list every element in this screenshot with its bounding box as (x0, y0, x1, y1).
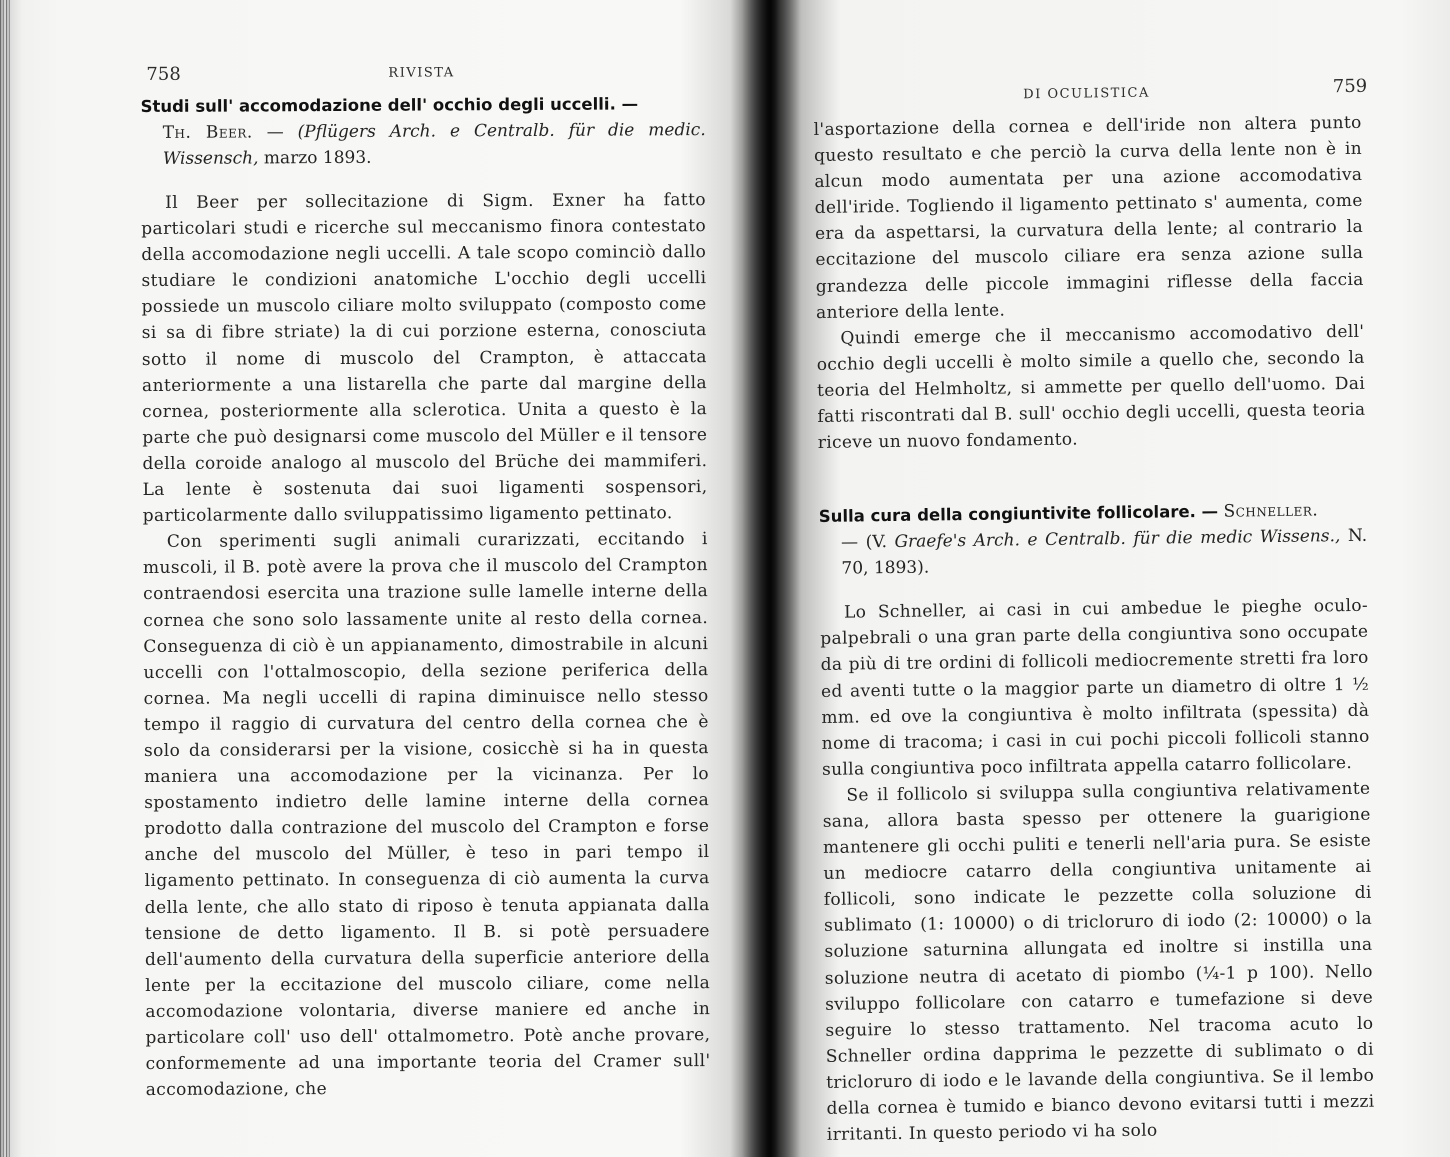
left-article-source: (Pflügers Arch. e Centralb. für die medic. Wissensch, (162, 120, 706, 169)
left-page (140, 0, 711, 1103)
right-page-number: 759 (1332, 75, 1368, 98)
gutter-shadow (742, 0, 802, 1157)
left-page-number: 758 (146, 63, 181, 85)
page-stack-edge (0, 0, 10, 1157)
right-article-byline (819, 523, 1368, 582)
left-paragraph-1: Il Beer per sollecitazione di Sigm. Exner ha fatto particolari studi e ricerche sul meccanismo finora contestato della accomodazione negli uccelli. A tale scopo cominciò dallo studiare le condizioni anatomiche L'occhio degli uccelli possiede un muscolo ciliare molto sviluppato (composto come si sa di fibre striate) la di cui porzione esterna, conosciuta sotto il nome di muscolo del Crampton, è attaccata anteriormente a una listarella che parte dal margine della cornea, posteriormente alla sclerotica. Unita a questo è la parte che può designarsi come muscolo del Müller e il tensore della coroide analogo al muscolo del Brüche dei mammiferi. La lente è sostenuta dai suoi ligamenti sospensori, particolarmente dallo sviluppatissimo ligamento pettinato. (141, 190, 708, 527)
left-paragraph-2: Con sperimenti sugli animali curarizzati, eccitando i muscoli, il B. potè avere la prova che il muscolo del Crampton contraendosi esercita una trazione sulle lamelle interne della cornea che sono solo lassamente unite al resto della cornea. Conseguenza di ciò è un appianamento, dimostrabile in alcuni uccelli con l'ottalmoscopio, della sezione periferica della cornea. Ma negli uccelli di rapina diminuisce nello stesso tempo il raggio di curvatura del centro della cornea che è solo da considerarsi per la visione, cosicchè si ha in questa maniera una accomodazione per la vicinanza. Per lo spostamento indietro delle lamine interne della cornea prodotto dalla contrazione del muscolo del Crampton e forse anche del muscolo del Müller, è teso in pari tempo il ligamento pettinato. In conseguenza di ciò aumenta la curva della lente, che allo stato di riposo è tenuta appianata dalla tensione de detto ligamento. Il B. si potè persuadere dell'aumento della curvatura della superficie anteriore della lente per la eccitazione del muscolo ciliare, come nella accomodazione volontaria, diverse maniere ed anche in particolare coll' uso dell' ottalmometro. Potè anche provare, conformemente ad una importante teoria del Cramer sull' accomodazione, che (142, 529, 711, 1101)
left-article-byline: Th. Beer. — (Pflügers Arch. e Centralb. für die medic. Wissensch, marzo 1893. (162, 120, 706, 169)
right-paragraph-2: Se il follicolo si sviluppa sulla congiuntiva relativamente sana, allora basta spesso per ottenere la guarigione mantenere gli occhi puliti e tenerli nell'aria pura. Se esiste un mediocre catarro della congiuntiva unitamente ai follicoli, sono indicate le pezzette colla soluzione di sublimato (1: 10000) o di tricloruro di iodo (2: 10000) o la soluzione saturnina allungata ed inoltre si instilla una soluzione neutra di acetato di piombo (¼-1 p 100). Nello sviluppo follicolare con catarro e tumefazione si deve seguire lo stesso trattamento. Nel tracoma acuto lo Schneller ordina dapprima le pezzette di sublimato o di tricloruro di iodo e le lavande della congiuntiva. Se il lembo della cornea è tumido e bianco devono evitarsi tutti i mezzi irritanti. In questo periodo vi ha solo (822, 778, 1375, 1145)
right-article-source: Graefe's Arch. e Centralb. für die medic Wissens., (894, 526, 1341, 553)
left-running-title: RIVISTA (388, 65, 455, 81)
left-article-date: marzo 1893. (263, 147, 372, 169)
left-running-head (140, 61, 705, 94)
left-article-author: Th. Beer. (162, 122, 253, 143)
right-article-author: Schneller. (1223, 500, 1319, 522)
left-article-title: Studi sull' accomodazione dell' occhio degli uccelli. — (140, 94, 639, 116)
right-article-heading (819, 497, 1368, 582)
right-page (812, 0, 1375, 1148)
right-article-source-prefix: — (V. (840, 532, 888, 553)
left-article-heading (140, 91, 705, 172)
right-article-source-suffix: N. 70, 1893). (841, 525, 1368, 579)
right-paragraph-1: Lo Schneller, ai casi in cui ambedue le pieghe oculo-palpebrali o una gran parte della congiuntiva sono occupate da più di tre ordini di follicoli mediocremente stretti fra loro ed aventi tutte o la maggior parte un diametro di oltre 1 ½ mm. ed ove la congiuntiva è molto infiltrata (spessita) dà nome di tracoma; i casi in cui pochi piccoli follicoli stanno sulla congiuntiva poco infiltrata appella catarro follicolare. (820, 595, 1370, 780)
right-paragraph-top-2: Quindi emerge che il meccanismo accomodativo dell' occhio degli uccelli è molto simile a quello che, secondo la teoria del Helmholtz, si ammette per quello dell'uomo. Dai fatti riscontrati dal B. sull' occhio degli uccelli, questa teoria riceve un nuovo fondamento. (816, 321, 1366, 454)
right-running-title: DI OCULISTICA (1023, 85, 1150, 103)
right-article-title: Sulla cura della congiuntivite follicolare. — (818, 501, 1219, 527)
right-paragraph-top-1: l'asportazione della cornea e dell'iride non altera punto questo resultato e che perciò la curva della lente non è in alcun modo aumentata per una azione accomodativa dell'iride. Togliendo il ligamento pettinato s' aumenta, come era da aspettarsi, la curvatura della lente; al contrario la eccitazione del muscolo ciliare era senza azione sulla grandezza delle piccole immagini riflesse della faccia anteriore della lente. (813, 112, 1364, 323)
